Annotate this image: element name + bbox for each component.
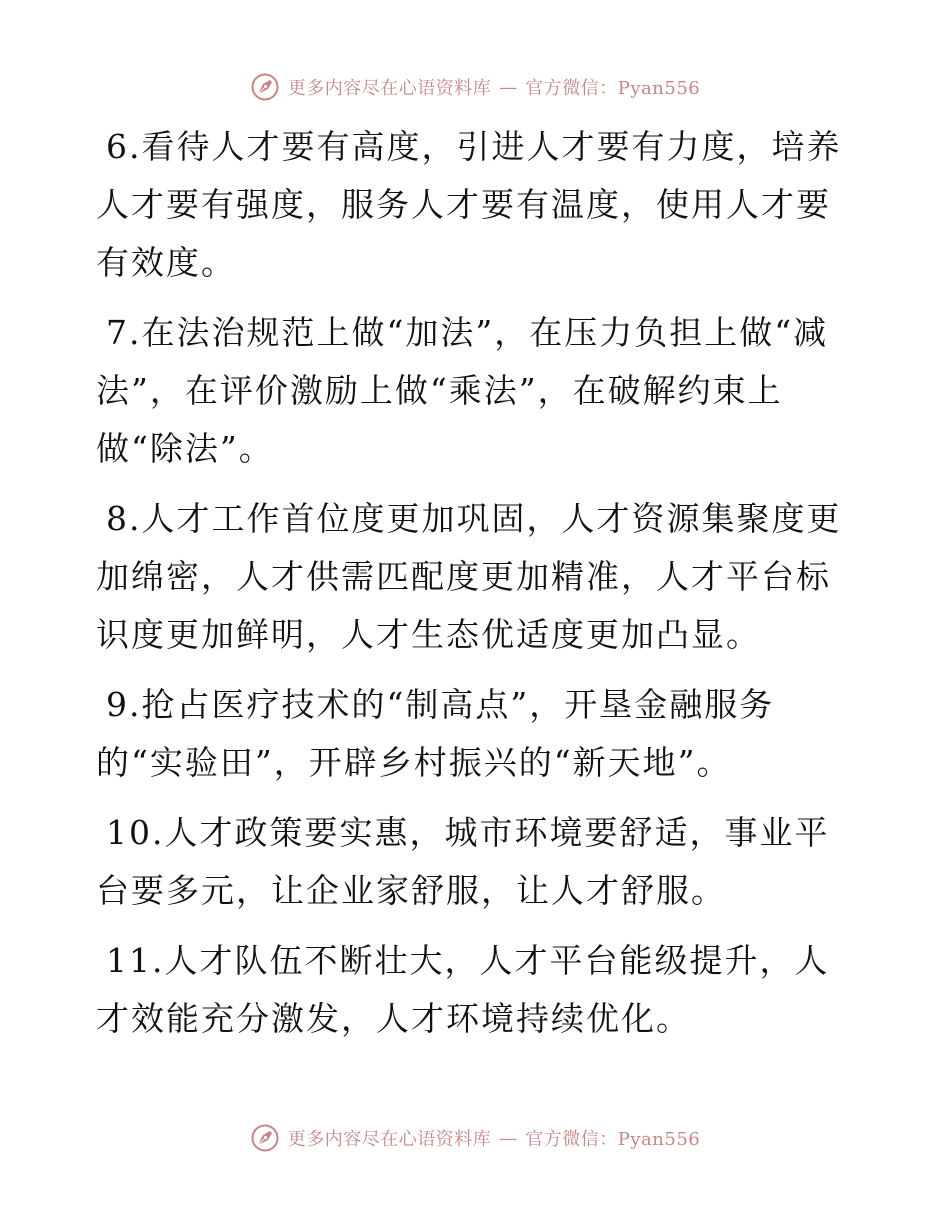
list-item: 6.看待人才要有高度，引进人才要有力度，培养人才要有强度，服务人才要有温度，使用人才要有效度。	[96, 127, 842, 282]
header-site-text: 更多内容尽在心语资料库	[287, 78, 492, 99]
footer-watermark	[0, 1123, 950, 1153]
list-item: 9.抢占医疗技术的“制高点”，开垦金融服务的“实验田”，开辟乡村振兴的“新天地”。	[96, 685, 775, 782]
header-watermark	[0, 72, 950, 102]
footer-site-text: 更多内容尽在心语资料库	[287, 1129, 492, 1150]
footer-separator: —	[499, 1127, 518, 1149]
pen-nib-logo-icon	[250, 1123, 280, 1153]
list-item: 8.人才工作首位度更加巩固，人才资源集聚度更加绵密，人才供需匹配度更加精准，人才平台标识度更加鲜明，人才生态优适度更加凸显。	[96, 499, 842, 654]
header-separator: —	[499, 76, 518, 98]
footer-wechat-text: 官方微信：Pyan556	[525, 1129, 701, 1150]
list-item: 10.人才政策要实惠，城市环境要舒适，事业平台要多元，让企业家舒服，让人才舒服。	[96, 813, 830, 910]
list-item: 7.在法治规范上做“加法”，在压力负担上做“减法”，在评价激励上做“乘法”，在破解约束上做“除法”。	[96, 313, 829, 468]
list-item: 11.人才队伍不断壮大，人才平台能级提升，人才效能充分激发，人才环境持续优化。	[96, 941, 830, 1038]
document-body	[96, 118, 856, 1060]
header-wechat-text: 官方微信：Pyan556	[525, 78, 701, 99]
pen-nib-logo-icon	[250, 72, 280, 102]
